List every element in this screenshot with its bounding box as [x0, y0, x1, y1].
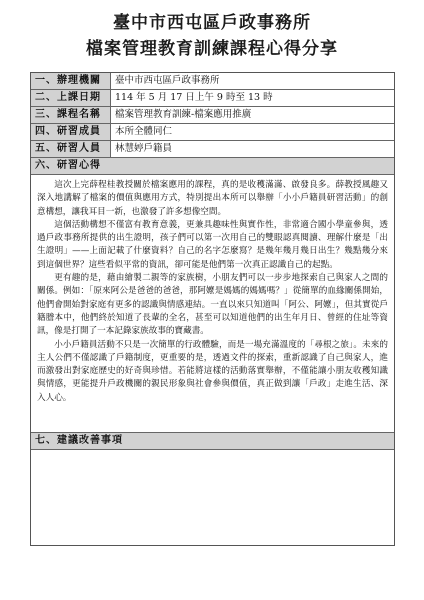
field-label: 三、課程名稱 [31, 107, 111, 123]
field-row-attendee [31, 141, 394, 158]
suggestions-body [31, 450, 394, 545]
field-row-members [31, 124, 394, 141]
field-value: 臺中市西屯區戶政事務所 [115, 75, 220, 86]
field-value: 檔案管理教育訓練-檔案應用推廣 [115, 109, 252, 120]
reflection-body [31, 175, 394, 433]
field-label: 四、研習成員 [31, 124, 111, 140]
reflection-paragraph: 更有趣的是，藉由繪製二親等的家族樹，小朋友們可以一步步地探索自己與家人之間的關係。例如：「原來阿公是爸爸的爸爸，那阿嬤是媽媽的媽媽嗎？」從簡單的血緣關係開始，他們會開始對家庭有更多的認識與情感連結。一直以來只知道叫「阿公、阿嬤」，但其實從戶籍謄本中，他們終於知道了長輩的全名，甚至可以知道他們的出生年月日、曾經的住址等資訊，像是打開了一本記錄家族故事的寶藏書。 [37, 273, 388, 337]
field-row-date [31, 90, 394, 107]
field-row-course [31, 107, 394, 124]
suggestions-heading: 七、建議改善事項 [31, 433, 394, 450]
reflection-paragraph: 這次上完薛程桂教授關於檔案應用的課程，真的是收穫滿滿、啟發良多。薛教授風趣又深入地講解了檔案的價值與應用方式，特別提出本所可以舉辦「小小戶籍員研習活動」的創意構想，讓我耳目一新，也激發了許多想像空間。 [37, 180, 388, 217]
field-label: 五、研習人員 [31, 141, 111, 157]
reflection-paragraph: 小小戶籍員活動不只是一次簡單的行政體驗，而是一場充滿溫度的「尋根之旅」。未來的主人公們不僅認識了戶籍制度，更重要的是，透過文件的探索，重新認識了自己與家人，進而激發出對家庭歷史的好奇與珍惜。若能將這樣的活動落實舉辦，不僅能讓小朋友收穫知識與情感，更能提升戶政機關的親民形象與社會參與價值，真正做到讓「戶政」走進生活、深入人心。 [37, 339, 388, 403]
field-value: 林慧婷戶籍員 [115, 143, 173, 154]
office-title: 臺中市西屯區戶政事務所 [113, 13, 311, 33]
field-label: 二、上課日期 [31, 90, 111, 106]
field-row-agency [31, 73, 394, 90]
field-label: 一、辦理機關 [31, 73, 111, 89]
reflection-heading: 六、研習心得 [31, 158, 394, 175]
reflection-paragraph: 這個活動構想不僅富有教育意義，更兼具趣味性與實作性，非常適合國小學童參與，透過戶政事務所提供的出生證明，孩子們可以第一次用自己的雙眼認真閱讀、理解什麼是「出生證明」——上面記載了什麼資料？自己的名字怎麼寫？是幾年幾月幾日出生？幾點幾分來到這個世界？這些看似平常的資訊，卻可能是他們第一次真正認識自己的起點。 [37, 219, 388, 270]
document-title: 檔案管理教育訓練課程心得分享 [86, 39, 338, 59]
field-value: 本所全體同仁 [115, 126, 173, 137]
report-form [30, 72, 395, 546]
field-value: 114 年 5 月 17 日上午 9 時至 13 時 [115, 92, 273, 103]
